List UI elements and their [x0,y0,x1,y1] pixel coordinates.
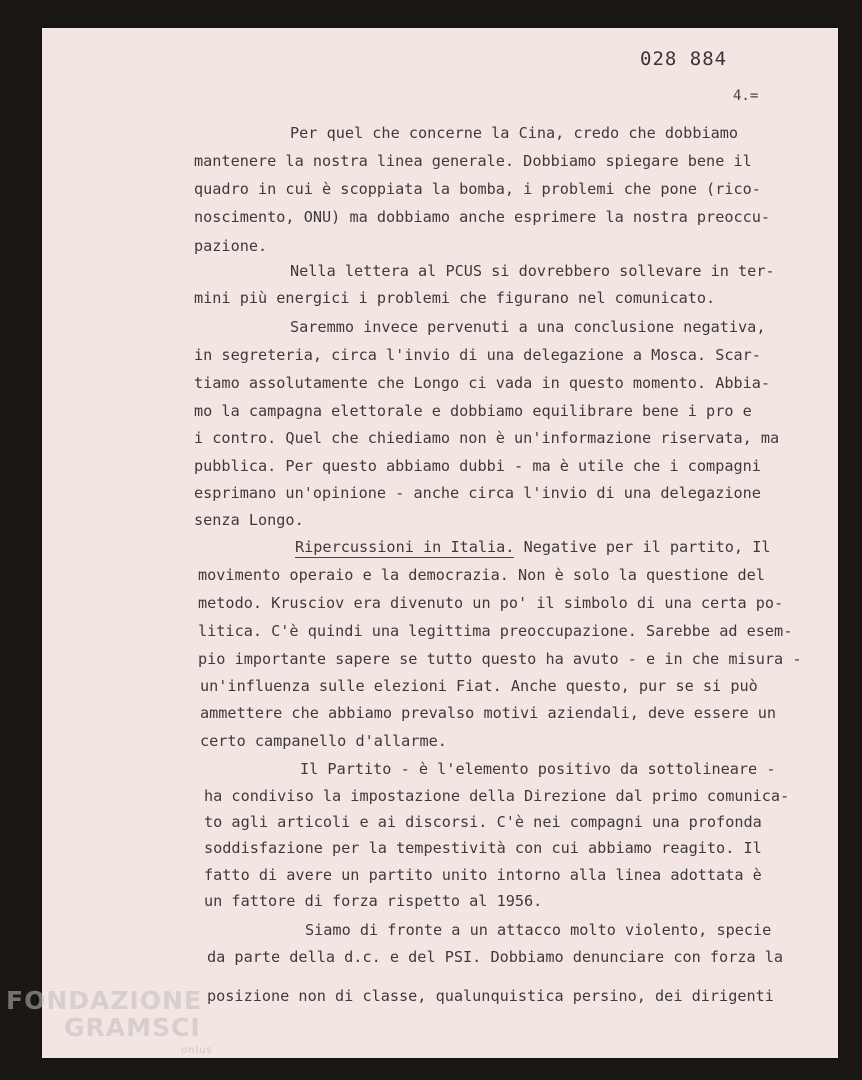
text-line: Siamo di fronte a un attacco molto violento, specie [305,921,772,939]
text-line: da parte della d.c. e del PSI. Dobbiamo denunciare con forza la [207,948,784,966]
text-line: in segreteria, circa l'invio di una delegazione a Mosca. Scar- [194,346,761,364]
text-fragment: Negative per il partito, Il [514,538,771,556]
text-line: i contro. Quel che chiediamo non è un'informazione riservata, ma [194,429,780,447]
text-line: pubblica. Per questo abbiamo dubbi - ma è utile che i compagni [194,457,761,475]
page-number: 4.= [733,88,759,104]
text-line: un fattore di forza rispetto al 1956. [204,892,543,910]
text-line: litica. C'è quindi una legittima preoccupazione. Sarebbe ad esem- [198,622,793,640]
text-line: noscimento, ONU) ma dobbiamo anche esprimere la nostra preoccu- [194,208,771,226]
text-line: esprimano un'opinione - anche circa l'invio di una delegazione [194,484,761,502]
text-line: senza Longo. [194,511,304,529]
text-line: Saremmo invece pervenuti a una conclusione negativa, [290,318,766,336]
text-line: posizione non di classe, qualunquistica persino, dei dirigenti [207,987,774,1005]
watermark-line-3: onlus [181,1045,213,1056]
text-line: fatto di avere un partito unito intorno alla linea adottata è [204,866,762,884]
text-line: metodo. Krusciov era divenuto un po' il simbolo di una certa po- [198,594,784,612]
watermark-line-1: FONDAZIONE [6,986,203,1015]
text-line: un'influenza sulle elezioni Fiat. Anche questo, pur se si può [200,677,758,695]
text-line: tiamo assolutamente che Longo ci vada in questo momento. Abbia- [194,374,771,392]
text-line: mo la campagna elettorale e dobbiamo equilibrare bene i pro e [194,402,752,420]
section-heading-line [295,540,770,555]
text-line: to agli articoli e ai discorsi. C'è nei compagni una profonda [204,813,762,831]
text-line: movimento operaio e la democrazia. Non è solo la questione del [198,566,765,584]
text-line: certo campanello d'allarme. [200,732,447,750]
section-heading: Ripercussioni in Italia. [295,538,515,556]
text-line: quadro in cui è scoppiata la bomba, i problemi che pone (rico- [194,180,761,198]
watermark-line-2: GRAMSCI [64,1013,201,1042]
text-line: soddisfazione per la tempestività con cui abbiamo reagito. Il [204,839,762,857]
text-line: Il Partito - è l'elemento positivo da sottolineare - [300,760,776,778]
text-line: mini più energici i problemi che figurano nel comunicato. [194,289,716,307]
text-line: mantenere la nostra linea generale. Dobbiamo spiegare bene il [194,152,752,170]
text-line: Per quel che concerne la Cina, credo che dobbiamo [290,124,739,142]
text-line: pazione. [194,237,268,255]
text-line: ammettere che abbiamo prevalso motivi aziendali, deve essere un [200,704,777,722]
text-line: pio importante sapere se tutto questo ha avuto - e in che misura - [198,650,802,668]
text-line: Nella lettera al PCUS si dovrebbero sollevare in ter- [290,262,775,280]
watermark-logo [6,986,213,1056]
text-line: ha condiviso la impostazione della Direzione dal primo comunica- [204,787,790,805]
document-number: 028 884 [640,48,728,70]
